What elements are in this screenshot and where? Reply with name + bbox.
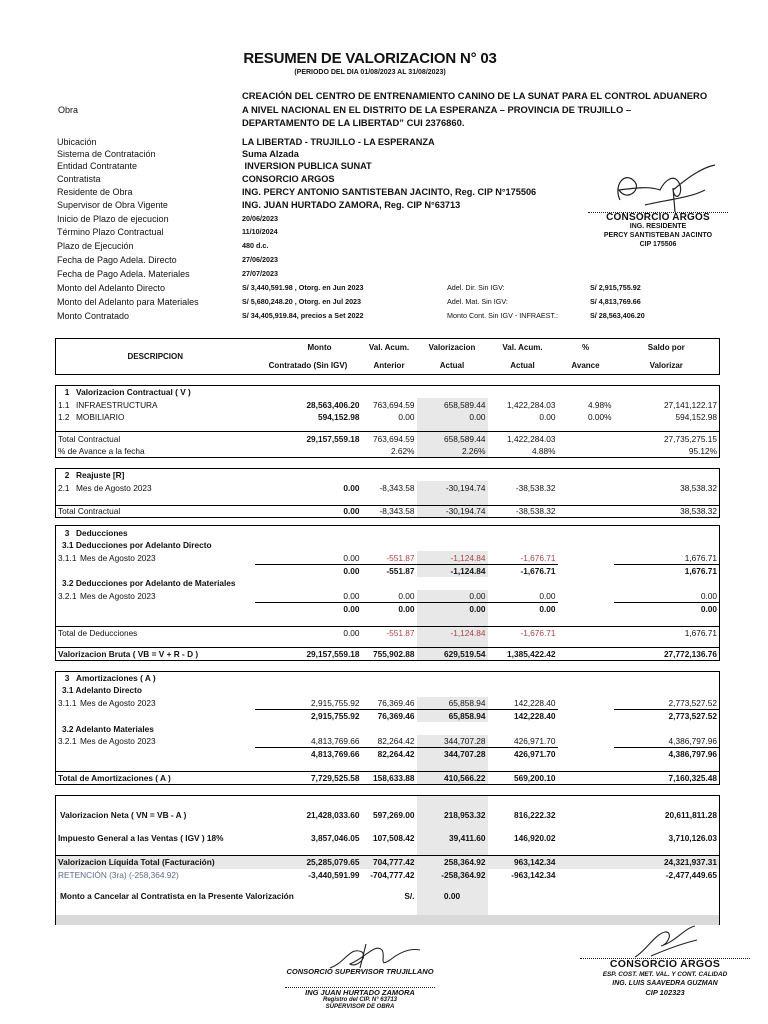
obra-label: Obra	[58, 105, 79, 115]
table-row	[56, 398, 720, 411]
cell-acum: 569,200.10	[488, 772, 558, 785]
cell-saldo: 95.12%	[614, 445, 720, 458]
section-heading-row	[56, 386, 720, 399]
table-row	[56, 697, 720, 710]
row-label: Mes de Agosto 2023	[80, 698, 156, 709]
row-desc	[56, 398, 255, 411]
supervisor-stamp	[285, 967, 435, 1011]
cell-saldo: 2,773,527.52	[614, 697, 720, 710]
valorizacion-liquida-row	[56, 856, 720, 869]
row-desc	[56, 735, 255, 748]
spacer-row	[56, 615, 720, 626]
cell-ant: 2.62%	[362, 445, 417, 458]
info-value: S/ 34,405,919.84, precios a Set 2022	[242, 311, 364, 320]
cell-act: 65,858.94	[417, 697, 488, 710]
info-label: Inicio de Plazo de ejecucion	[57, 214, 169, 224]
cell-saldo: 1,676.71	[614, 564, 720, 577]
row-code: 3.2.1	[58, 591, 77, 602]
subsection-title: 3.2 Deducciones por Adelanto de Materiales	[56, 577, 720, 590]
info-label-secondary: Adel. Mat. Sin IGV:	[447, 297, 508, 306]
stamp-role: ING. RESIDENTE	[629, 223, 687, 230]
cell-saldo: -2,477,449.65	[614, 869, 720, 882]
info-value: 480 d.c.	[242, 241, 269, 250]
cell-acum: -1,676.71	[488, 551, 558, 564]
section-title: Valorizacion Contractual ( V )	[76, 387, 191, 398]
cell-act: 258,364.92	[417, 856, 488, 869]
col-pct: %	[558, 339, 614, 357]
subsection-row	[56, 539, 720, 552]
cell-act: 0.00	[417, 889, 488, 902]
cell-acum: 146,920.02	[513, 833, 556, 844]
stamp-name: PERCY SANTISTEBAN JACINTO	[603, 232, 713, 239]
subsection-title: 3.2 Adelanto Materiales	[56, 722, 720, 735]
subtotal-row	[56, 748, 720, 761]
cell-acum: 1,385,422.42	[488, 647, 558, 660]
stamp-role: ESP. COST. MET. VAL. Y CONT. CALIDAD	[602, 971, 728, 978]
col-val-act: Val. Acum.	[488, 339, 558, 357]
cell-monto: 4,813,769.66	[311, 749, 360, 760]
spacer-row	[56, 424, 720, 432]
cell-saldo: 2,773,527.52	[614, 709, 720, 722]
cell-act: 344,707.28	[417, 735, 488, 748]
cell-ant: 597,269.00	[372, 809, 415, 820]
monto-cancelar-row	[56, 889, 720, 902]
cell-acum: 0.00	[488, 590, 558, 603]
info-value: 27/06/2023	[242, 255, 278, 264]
cell-ant: -8,343.58	[362, 505, 417, 518]
cell-act: 2.26%	[417, 445, 488, 458]
row-label: Mes de Agosto 2023	[80, 552, 156, 563]
residente-stamp	[588, 212, 728, 249]
cell-saldo: 1,676.71	[614, 626, 720, 639]
cell-act: 0.00	[417, 411, 488, 424]
cell-saldo: 3,710,126.03	[614, 832, 720, 845]
col-valoriz: Valorizacion	[417, 339, 488, 357]
row-code: 2.1	[58, 482, 70, 493]
col-saldo: Saldo por	[614, 339, 720, 357]
info-value: 11/10/2024	[242, 227, 278, 236]
row-code: 1.2	[58, 412, 70, 423]
spacer-row	[56, 761, 720, 772]
row-label: Valorizacion Bruta ( VB = V + R - D )	[56, 647, 255, 660]
cell-monto: 0.00	[255, 505, 362, 518]
valorizacion-neta-row	[56, 808, 720, 821]
cell-ant: 704,777.42	[362, 856, 417, 869]
section-heading-row	[56, 526, 720, 539]
cell-acum: -38,538.32	[488, 505, 558, 518]
cell-ant: 82,264.42	[377, 749, 415, 760]
cell-acum: 816,222.32	[513, 809, 556, 820]
info-label-secondary: Monto Cont. Sin IGV - INFRAEST.:	[447, 311, 559, 320]
spacer-row	[56, 375, 720, 386]
cell-ant: -551.87	[362, 626, 417, 639]
subsection-title: 3.1 Deducciones por Adelanto Directo	[56, 539, 720, 552]
table-row	[56, 590, 720, 603]
cell-act: -1,124.84	[417, 551, 488, 564]
valorizacion-table	[55, 338, 720, 925]
cell-acum: -963,142.34	[511, 870, 556, 880]
total-row	[56, 432, 720, 445]
section-title: Deducciones	[76, 527, 128, 538]
info-label: Sistema de Contratación	[57, 149, 156, 159]
cell-saldo: 27,141,122.17	[614, 398, 720, 411]
spacer-row	[56, 845, 720, 856]
row-label: RETENCIÓN (3ra) (-258,364.92)	[56, 869, 255, 882]
info-label: Monto del Adelanto Directo	[57, 283, 166, 293]
section-heading-row	[56, 468, 720, 481]
row-desc	[56, 697, 255, 710]
col-val-act-2: Actual	[488, 357, 558, 375]
subsection-title: 3.1 Adelanto Directo	[56, 684, 720, 697]
cell-ant: 0.00	[398, 604, 415, 615]
info-value: 20/06/2023	[242, 214, 278, 223]
obra-line: DEPARTAMENTO DE LA LIBERTAD” CUI 2376860.	[242, 117, 465, 128]
row-label: MOBILIARIO	[76, 412, 125, 423]
row-label: % de Avance a la fecha	[56, 445, 255, 458]
cell-pct: 0.00%	[587, 412, 612, 423]
cell-act: 39,411.60	[417, 832, 488, 845]
cell-act: -30,194.74	[417, 505, 488, 518]
stamp-cip: Registro del CIP. N° 63713	[323, 997, 397, 1003]
cell-acum: -38,538.32	[515, 482, 556, 493]
section-title: Amortizaciones ( A )	[76, 672, 156, 683]
subsection-row	[56, 684, 720, 697]
costos-stamp	[580, 958, 750, 997]
cell-acum: 0.00	[539, 604, 556, 615]
cell-saldo: 1,676.71	[614, 551, 720, 564]
stamp-company: CONSORCIO SUPERVISOR TRUJILLANO	[286, 967, 434, 976]
cell-monto: 4,813,769.66	[255, 735, 362, 748]
cell-monto: 0.00	[343, 482, 360, 493]
cell-ant: 76,369.46	[362, 697, 417, 710]
info-label: Supervisor de Obra Vigente	[57, 200, 168, 210]
info-value: S/ 5,680,248.20 , Otorg. en Jul 2023	[242, 297, 362, 306]
cell-saldo: 27,735,275.15	[614, 432, 720, 445]
row-label: Total de Deducciones	[56, 626, 255, 639]
info-label: Término Plazo Contractual	[57, 227, 164, 237]
cell-ant: 158,633.88	[362, 772, 417, 785]
cell-saldo: 27,772,136.76	[614, 647, 720, 660]
cell-ant: 755,902.88	[362, 647, 417, 660]
subtotal-row	[56, 709, 720, 722]
cell-act: 218,953.32	[417, 808, 488, 821]
cell-act: 629,519.54	[417, 647, 488, 660]
stamp-role: SUPERVISOR DE OBRA	[325, 1004, 395, 1010]
row-code: 3.1.1	[58, 552, 77, 563]
table-row	[56, 735, 720, 748]
cell-ant: 0.00	[398, 412, 415, 423]
info-value: ING. JUAN HURTADO ZAMORA, Reg. CIP N°63713	[242, 200, 461, 210]
cell-monto: 3,857,046.05	[311, 833, 360, 844]
col-monto-2: Contratado (Sin IGV)	[255, 357, 362, 375]
subtotal-row	[56, 603, 720, 616]
cell-saldo: 38,538.32	[614, 481, 720, 494]
row-desc	[56, 590, 255, 603]
row-desc	[56, 411, 255, 424]
period-subtitle: (PERIODO DEL DIA 01/08/2023 AL 31/08/2023)	[294, 69, 446, 76]
igv-row	[56, 832, 720, 845]
obra-line: A NIVEL NACIONAL EN EL DISTRITO DE LA ESPERANZA – PROVINCIA DE TRUJILLO –	[242, 103, 632, 115]
info-label: Monto Contratado	[57, 311, 130, 321]
row-label: Total Contractual	[56, 432, 255, 445]
valorizacion-bruta-row	[56, 647, 720, 660]
spacer-row	[56, 660, 720, 671]
info-value-secondary: S/ 4,813,769.66	[590, 297, 641, 306]
cell-monto: -3,440,591.99	[308, 870, 360, 880]
info-label: Ubicación	[57, 137, 97, 147]
section-number: 3	[64, 527, 70, 538]
cell-acum: -1,676.71	[520, 565, 556, 576]
cell-ant: -551.87	[362, 551, 417, 564]
cell-pct: 4.98%	[587, 399, 612, 410]
obra-description	[242, 89, 707, 130]
cell-saldo: 20,611,811.28	[614, 808, 720, 821]
cell-saldo: 0.00	[614, 603, 720, 616]
stamp-cip: CIP 175506	[639, 241, 677, 248]
col-valoriz-2: Actual	[417, 357, 488, 375]
cell-act: -30,194.74	[417, 481, 488, 494]
subsection-row	[56, 577, 720, 590]
cell-acum: 0.00	[539, 412, 556, 423]
spacer-row	[56, 784, 720, 795]
info-value: LA LIBERTAD - TRUJILLO - LA ESPERANZA	[242, 137, 435, 147]
spacer-row	[56, 795, 720, 808]
section-number: 2	[64, 470, 70, 481]
cell-act: 0.00	[417, 603, 488, 616]
stamp-name: ING. LUIS SAAVEDRA GUZMAN	[612, 980, 718, 987]
col-val-ant: Val. Acum.	[362, 339, 417, 357]
cell-ant: 763,694.59	[362, 432, 417, 445]
cell-acum: 426,971.70	[513, 749, 556, 760]
row-label: Impuesto General a las Ventas ( IGV ) 18%	[56, 832, 255, 845]
section-number: 3	[64, 672, 70, 683]
section-heading	[56, 671, 720, 684]
table-row	[56, 481, 720, 494]
cell-monto: 29,157,559.18	[255, 647, 362, 660]
stamp-company: CONSORCIO ARGOS	[606, 212, 710, 223]
costos-signature-scribble	[625, 922, 705, 962]
footer-shade-row	[56, 915, 720, 925]
cell-saldo: 24,321,937.31	[614, 856, 720, 869]
section-title: Reajuste [R]	[76, 470, 125, 481]
info-label-secondary: Adel. Dir. Sin IGV:	[447, 283, 505, 292]
info-value-secondary: S/ 2,915,755.92	[590, 283, 641, 292]
cell-monto: 2,915,755.92	[311, 711, 360, 722]
section-heading	[56, 526, 720, 539]
total-amortizaciones-row	[56, 772, 720, 785]
info-label: Fecha de Pago Adela. Materiales	[57, 269, 190, 279]
cell-ant: 107,508.42	[372, 833, 415, 844]
cell-act: -1,124.84	[417, 564, 488, 577]
spacer-row	[56, 639, 720, 647]
cell-act: 658,589.44	[417, 398, 488, 411]
cell-monto: 28,563,406.20	[306, 399, 360, 410]
spacer-row	[56, 494, 720, 505]
cell-ant: 763,694.59	[372, 399, 415, 410]
total-row	[56, 626, 720, 639]
row-desc	[56, 481, 255, 494]
info-value-secondary: S/ 28,563,406.20	[590, 311, 645, 320]
row-label: Mes de Agosto 2023	[80, 591, 156, 602]
col-saldo-2: Valorizar	[614, 357, 720, 375]
row-code: 1.1	[58, 399, 70, 410]
row-desc	[56, 551, 255, 564]
subsection-row	[56, 722, 720, 735]
row-label: Valorizacion Líquida Total (Facturación)	[56, 856, 255, 869]
cell-monto: 0.00	[255, 590, 362, 603]
cell-monto: 25,285,079.65	[255, 856, 362, 869]
col-monto: Monto	[255, 339, 362, 357]
cell-monto: 0.00	[343, 604, 360, 615]
cell-act: 344,707.28	[417, 748, 488, 761]
row-label: Monto a Cancelar al Contratista en la Presente Valorización	[56, 889, 362, 902]
table-row	[56, 551, 720, 564]
info-value: Suma Alzada	[242, 149, 299, 159]
cell-act: -258,364.92	[417, 869, 488, 882]
cell-monto: 29,157,559.18	[255, 432, 362, 445]
cell-monto: 594,152.98	[317, 412, 360, 423]
cell-act: 0.00	[417, 590, 488, 603]
cell-saldo: 4,386,797.96	[614, 735, 720, 748]
cell-saldo: 594,152.98	[614, 411, 720, 424]
table-header-row	[56, 339, 720, 357]
row-label: Total de Amortizaciones ( A )	[56, 772, 255, 785]
spacer-row	[56, 457, 720, 468]
cell-act: 658,589.44	[417, 432, 488, 445]
row-label: Total Contractual	[56, 505, 255, 518]
cell-act: 65,858.94	[417, 709, 488, 722]
col-descripcion: DESCRIPCION	[56, 339, 255, 375]
info-label: Monto del Adelanto para Materiales	[57, 297, 199, 307]
cell-saldo: 38,538.32	[614, 505, 720, 518]
total-row	[56, 505, 720, 518]
cell-acum: 426,971.70	[488, 735, 558, 748]
row-label: Valorizacion Neta ( VN = VB - A )	[56, 808, 255, 821]
cell-monto: 0.00	[255, 551, 362, 564]
row-code: 3.1.1	[58, 698, 77, 709]
info-value: CONSORCIO ARGOS	[242, 174, 335, 184]
retencion-row	[56, 869, 720, 882]
subtotal-row	[56, 564, 720, 577]
info-label: Residente de Obra	[57, 187, 133, 197]
cell-monto: 7,729,525.58	[255, 772, 362, 785]
info-value: 27/07/2023	[242, 269, 278, 278]
cell-monto: 0.00	[255, 626, 362, 639]
obra-line: CREACIÓN DEL CENTRO DE ENTRENAMIENTO CANINO DE LA SUNAT PARA EL CONTROL ADUANERO	[242, 90, 708, 101]
cell-saldo: 0.00	[614, 590, 720, 603]
stamp-cip: CIP 102323	[645, 988, 685, 997]
info-label: Plazo de Ejecución	[57, 241, 134, 251]
row-label: INFRAESTRUCTURA	[76, 399, 158, 410]
cell-ant: 82,264.42	[362, 735, 417, 748]
spacer-row	[56, 518, 720, 526]
residente-signature-scribble	[605, 160, 725, 218]
section-heading	[56, 468, 720, 481]
info-label: Entidad Contratante	[57, 161, 138, 171]
cell-ant: -551.87	[386, 565, 415, 576]
cell-ant: -8,343.58	[379, 482, 415, 493]
stamp-name: ING JUAN HURTADO ZAMORA	[305, 988, 415, 997]
info-label: Contratista	[57, 174, 101, 184]
cell-act: -1,124.84	[417, 626, 488, 639]
cell-monto: 21,428,033.60	[306, 809, 360, 820]
row-code: 3.2.1	[58, 736, 77, 747]
section-heading-row	[56, 671, 720, 684]
cell-acum: 1,422,284.03	[507, 399, 556, 410]
section-heading	[56, 386, 720, 399]
stamp-company: CONSORCIO ARGOS	[609, 958, 721, 970]
cell-currency: S/.	[404, 890, 415, 901]
spacer-row	[56, 881, 720, 889]
info-value: S/ 3,440,591.98 , Otorg. en Jun 2023	[242, 283, 364, 292]
cell-acum: 142,228.40	[513, 711, 556, 722]
cell-acum: 1,422,284.03	[488, 432, 558, 445]
section-number: 1	[64, 387, 70, 398]
cell-acum: 4.88%	[488, 445, 558, 458]
cell-saldo: 4,386,797.96	[614, 748, 720, 761]
percent-row	[56, 445, 720, 458]
cell-ant: -704,777.42	[370, 870, 415, 880]
spacer-row	[56, 821, 720, 832]
document-title: RESUMEN DE VALORIZACION N° 03	[243, 50, 497, 67]
info-value: INVERSION PUBLICA SUNAT	[242, 161, 372, 171]
cell-acum: 963,142.34	[488, 856, 558, 869]
cell-acum: 142,228.40	[488, 697, 558, 710]
cell-act: 410,566.22	[417, 772, 488, 785]
col-val-ant-2: Anterior	[362, 357, 417, 375]
cell-monto: 2,915,755.92	[255, 697, 362, 710]
table-row	[56, 411, 720, 424]
info-label: Fecha de Pago Adela. Directo	[57, 255, 177, 265]
row-label: Mes de Agosto 2023	[80, 736, 156, 747]
spacer-row	[56, 902, 720, 915]
cell-acum: -1,676.71	[488, 626, 558, 639]
cell-ant: 0.00	[362, 590, 417, 603]
cell-saldo: 7,160,325.48	[614, 772, 720, 785]
row-label: Mes de Agosto 2023	[76, 482, 152, 493]
info-value: ING. PERCY ANTONIO SANTISTEBAN JACINTO, Reg. CIP N°175506	[242, 187, 537, 197]
cell-ant: 76,369.46	[377, 711, 415, 722]
col-pct-2: Avance	[558, 357, 614, 375]
cell-monto: 0.00	[343, 565, 360, 576]
